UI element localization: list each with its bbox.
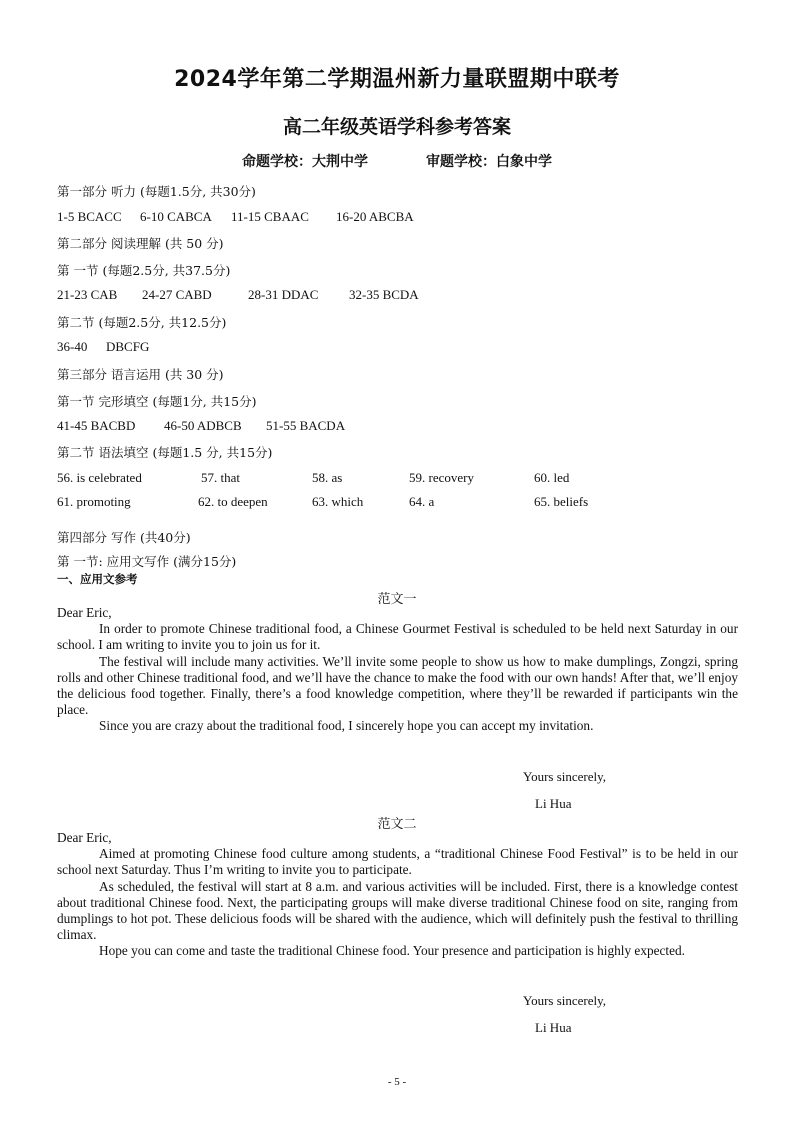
answer-group: 41-45 BACBD [57, 418, 136, 433]
essay2-signature: Li Hua [535, 1020, 572, 1035]
grammar-answer: 58. as [312, 470, 343, 485]
answer-group: 46-50 ADBCB [164, 418, 242, 433]
essay2-paragraph: Aimed at promoting Chinese food culture among students, a “traditional Chinese Food Festival” is to be held in our school next Saturday. Thus I’m writing to invite you to participate. [57, 846, 738, 878]
essay2-paragraph: As scheduled, the festival will start at 8 a.m. and various activities will be included. First, there is a knowledge contest about traditional Chinese food. Next, the participating groups will make diverse traditional Chinese food on site, ranging from dumplings to hot pot. These delicious foods will be shared with the audience, which will definitely push the festival to thrilling climax. [57, 878, 738, 943]
essay2-salutation: Dear Eric, [57, 830, 112, 845]
reference-heading: 一、应用文参考 [57, 572, 138, 586]
answer-group: 24-27 CABD [142, 287, 212, 302]
answer-group: 6-10 CABCA [140, 209, 212, 224]
answer-group: 28-31 DDAC [248, 287, 319, 302]
part1-answers [57, 209, 414, 225]
essay1-closing: Yours sincerely, [523, 769, 607, 784]
essay2-title: 范文二 [377, 817, 417, 832]
answer-group: 51-55 BACDA [266, 418, 346, 433]
grammar-answer: 59. recovery [409, 470, 474, 485]
part3-heading: 第三部分 语言运用 (共 30 分) [57, 367, 224, 382]
part2-sec1-heading: 第 一节 (每题2.5分, 共37.5分) [57, 263, 231, 278]
reviewer-school: 审题学校：白象中学 [426, 154, 552, 170]
school-info [0, 151, 794, 171]
page-number: - 5 - [387, 1076, 407, 1088]
part4-heading: 第四部分 写作 (共40分) [57, 530, 191, 545]
essay1-paragraph: In order to promote Chinese traditional food, a Chinese Gourmet Festival is scheduled to be held next Saturday in our school. I am writing to invite you to join us for it. [57, 621, 738, 653]
part4-sec1-heading: 第 一节: 应用文写作 (满分15分) [57, 554, 237, 569]
essay1-body [57, 605, 738, 735]
grammar-answer: 63. which [312, 494, 364, 509]
essay1-salutation: Dear Eric, [57, 605, 112, 620]
answer-letters: DBCFG [106, 339, 150, 354]
essay2-body [57, 830, 738, 960]
answer-group: 21-23 CAB [57, 287, 118, 302]
answer-group: 1-5 BCACC [57, 209, 122, 224]
answer-group: 16-20 ABCBA [336, 209, 414, 224]
grammar-answer: 62. to deepen [198, 494, 268, 509]
essay1-paragraph: Since you are crazy about the traditional food, I sincerely hope you can accept my invitation. [99, 718, 594, 734]
answer-range: 36-40 [57, 339, 88, 354]
essay2-closing: Yours sincerely, [523, 993, 607, 1008]
grammar-answer: 61. promoting [57, 494, 131, 509]
part2-sec2-heading: 第二节 (每题2.5分, 共12.5分) [57, 315, 227, 330]
essay1-paragraph: The festival will include many activities. We’ll invite some people to show us how to make dumplings, Zongzi, spring rolls and other Chinese traditional food, and we’ll have the chance to make the food with our own hands! After that, we’ll enjoy the delicious food together. Finally, there’s a food knowledge competition, where they’ll be rewarded if participants win the place. [57, 653, 738, 718]
grammar-answer: 64. a [409, 494, 435, 509]
page-title: 2024学年第二学期温州新力量联盟期中联考 [174, 67, 620, 92]
part2-sec2-answers [57, 339, 149, 355]
part1-heading: 第一部分 听力 (每题1.5分, 共30分) [57, 184, 256, 199]
part2-heading: 第二部分 阅读理解 (共 50 分) [57, 236, 224, 251]
part2-sec1-answers [57, 287, 419, 303]
grammar-answer: 57. that [201, 470, 240, 485]
grammar-answer: 60. led [534, 470, 570, 485]
answer-group: 11-15 CBAAC [231, 209, 309, 224]
essay1-signature: Li Hua [535, 796, 572, 811]
part3-sec2-heading: 第二节 语法填空 (每题1.5 分, 共15分) [57, 445, 273, 460]
answer-group: 32-35 BCDA [349, 287, 419, 302]
essay1-title: 范文一 [377, 592, 417, 607]
page-subtitle: 高二年级英语学科参考答案 [282, 116, 511, 138]
part3-sec1-heading: 第一节 完形填空 (每题1分, 共15分) [57, 394, 257, 409]
grammar-answer: 65. beliefs [534, 494, 589, 509]
essay2-paragraph: Hope you can come and taste the traditional Chinese food. Your presence and participation is highly expected. [99, 943, 686, 959]
grammar-answer: 56. is celebrated [57, 470, 142, 485]
setter-school: 命题学校：大荆中学 [242, 154, 368, 170]
part3-sec1-answers [57, 418, 345, 434]
